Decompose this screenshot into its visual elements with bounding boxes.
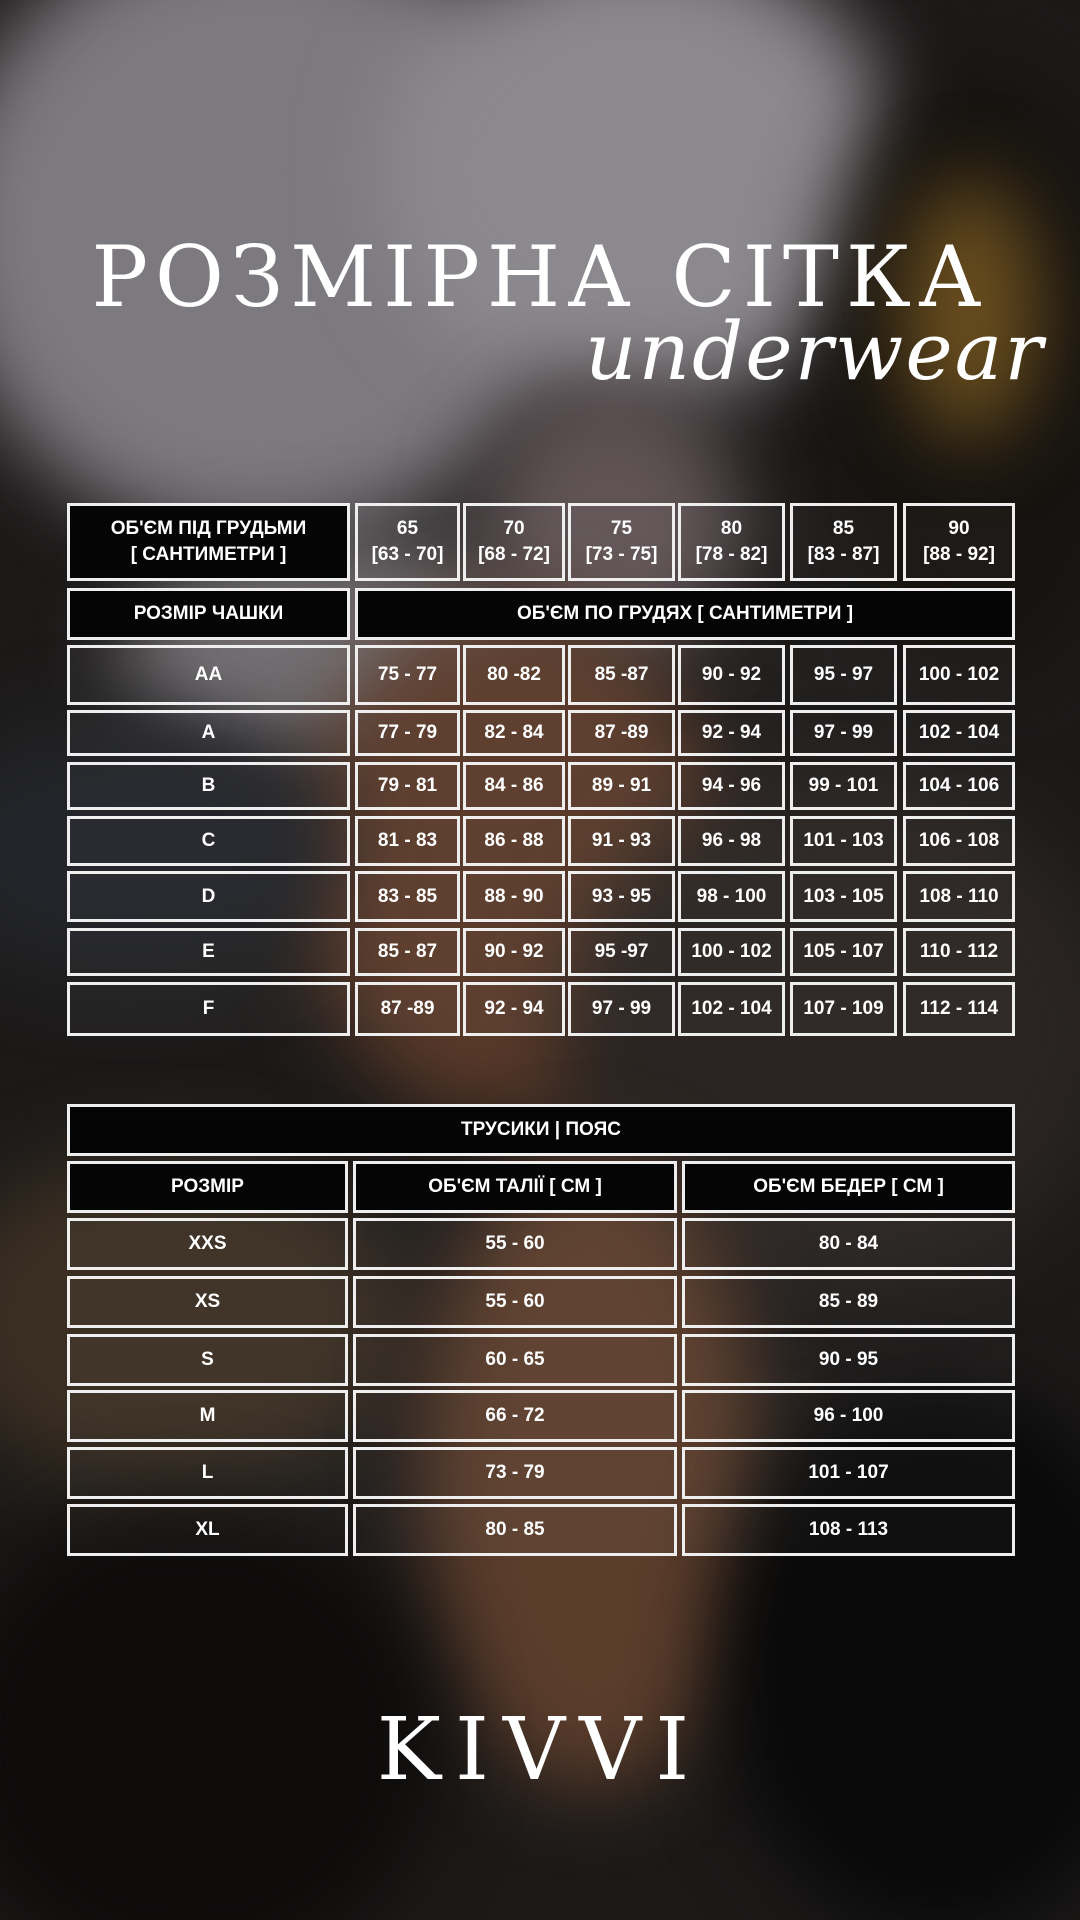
panty-value-cell: 85 - 89 [682, 1276, 1015, 1328]
cup-size-cell: AA [67, 645, 350, 705]
bust-value-cell: 105 - 107 [790, 928, 897, 976]
band-size: 85 [832, 518, 855, 539]
band-size-header [568, 503, 675, 581]
bust-value-cell: 92 - 94 [678, 710, 785, 756]
band-size-header [678, 503, 785, 581]
cup-size-cell: A [67, 710, 350, 756]
band-size: 70 [503, 518, 525, 539]
bust-value-cell: 95 - 97 [790, 645, 897, 705]
bust-value-cell: 84 - 86 [463, 762, 565, 810]
panty-value-cell: XXS [67, 1218, 348, 1270]
bust-value-cell: 99 - 101 [790, 762, 897, 810]
bust-value-cell: 96 - 98 [678, 816, 785, 866]
panty-value-cell: 101 - 107 [682, 1447, 1015, 1499]
band-range: [83 - 87] [807, 544, 880, 565]
panty-value-cell: XL [67, 1504, 348, 1556]
band-size-header [790, 503, 897, 581]
bust-volume-header: ОБ'ЄМ ПО ГРУДЯХ [ САНТИМЕТРИ ] [355, 588, 1015, 640]
bust-value-cell: 92 - 94 [463, 982, 565, 1036]
band-range: [73 - 75] [585, 544, 658, 565]
bust-value-cell: 83 - 85 [355, 871, 460, 922]
panty-value-cell: 80 - 85 [353, 1504, 677, 1556]
band-range: [88 - 92] [923, 544, 995, 565]
panty-value-cell: 96 - 100 [682, 1390, 1015, 1442]
bust-value-cell: 104 - 106 [903, 762, 1015, 810]
band-size-header [355, 503, 460, 581]
bust-value-cell: 95 -97 [568, 928, 675, 976]
panty-value-cell: XS [67, 1276, 348, 1328]
bust-value-cell: 90 - 92 [463, 928, 565, 976]
band-size-header [463, 503, 565, 581]
bust-value-cell: 110 - 112 [903, 928, 1015, 976]
bust-value-cell: 93 - 95 [568, 871, 675, 922]
panty-value-cell: 55 - 60 [353, 1218, 677, 1270]
band-range: [78 - 82] [695, 544, 768, 565]
bust-value-cell: 101 - 103 [790, 816, 897, 866]
bust-value-cell: 102 - 104 [903, 710, 1015, 756]
band-range: [68 - 72] [478, 544, 550, 565]
bust-value-cell: 112 - 114 [903, 982, 1015, 1036]
panty-header-cell: ОБ'ЄМ ТАЛІЇ [ СМ ] [353, 1161, 677, 1213]
underbust-header-line2: [ САНТИМЕТРИ ] [130, 544, 287, 565]
cup-size-cell: D [67, 871, 350, 922]
bust-value-cell: 106 - 108 [903, 816, 1015, 866]
cup-size-cell: E [67, 928, 350, 976]
brand-logo: KIVVI [376, 1700, 704, 1800]
band-size: 65 [396, 518, 419, 539]
bust-value-cell: 80 -82 [463, 645, 565, 705]
bust-value-cell: 77 - 79 [355, 710, 460, 756]
panty-value-cell: 55 - 60 [353, 1276, 677, 1328]
bust-value-cell: 89 - 91 [568, 762, 675, 810]
bust-value-cell: 75 - 77 [355, 645, 460, 705]
panty-value-cell: 80 - 84 [682, 1218, 1015, 1270]
cup-size-header: РОЗМІР ЧАШКИ [67, 588, 350, 640]
bust-value-cell: 97 - 99 [790, 710, 897, 756]
panty-header-cell: РОЗМІР [67, 1161, 348, 1213]
page-title: РОЗМІРНА СІТКА [91, 228, 989, 326]
bust-value-cell: 85 - 87 [355, 928, 460, 976]
bust-value-cell: 91 - 93 [568, 816, 675, 866]
panty-value-cell: M [67, 1390, 348, 1442]
underbust-header-line1: ОБ'ЄМ ПІД ГРУДЬМИ [110, 518, 307, 539]
band-range: [63 - 70] [371, 544, 444, 565]
panty-value-cell: 108 - 113 [682, 1504, 1015, 1556]
panty-table-title: ТРУСИКИ | ПОЯС [67, 1104, 1015, 1156]
bust-value-cell: 81 - 83 [355, 816, 460, 866]
bust-value-cell: 108 - 110 [903, 871, 1015, 922]
panty-value-cell: 73 - 79 [353, 1447, 677, 1499]
underbust-header [67, 503, 350, 581]
bust-value-cell: 86 - 88 [463, 816, 565, 866]
panty-value-cell: 90 - 95 [682, 1334, 1015, 1386]
band-size: 90 [948, 518, 970, 539]
bust-value-cell: 79 - 81 [355, 762, 460, 810]
band-size-header [903, 503, 1015, 581]
cup-size-cell: B [67, 762, 350, 810]
panty-value-cell: L [67, 1447, 348, 1499]
panty-value-cell: S [67, 1334, 348, 1386]
panty-header-cell: ОБ'ЄМ БЕДЕР [ СМ ] [682, 1161, 1015, 1213]
bust-value-cell: 90 - 92 [678, 645, 785, 705]
bust-value-cell: 87 -89 [355, 982, 460, 1036]
band-size: 75 [610, 518, 633, 539]
page-subtitle: underwear [585, 305, 1045, 398]
bust-value-cell: 87 -89 [568, 710, 675, 756]
bust-value-cell: 94 - 96 [678, 762, 785, 810]
bust-value-cell: 98 - 100 [678, 871, 785, 922]
panty-value-cell: 60 - 65 [353, 1334, 677, 1386]
band-size: 80 [720, 518, 743, 539]
bust-value-cell: 100 - 102 [903, 645, 1015, 705]
bust-value-cell: 85 -87 [568, 645, 675, 705]
bust-value-cell: 88 - 90 [463, 871, 565, 922]
bust-value-cell: 82 - 84 [463, 710, 565, 756]
bust-value-cell: 107 - 109 [790, 982, 897, 1036]
cup-size-cell: F [67, 982, 350, 1036]
bust-value-cell: 97 - 99 [568, 982, 675, 1036]
bust-value-cell: 100 - 102 [678, 928, 785, 976]
bust-value-cell: 103 - 105 [790, 871, 897, 922]
bust-value-cell: 102 - 104 [678, 982, 785, 1036]
cup-size-cell: C [67, 816, 350, 866]
panty-value-cell: 66 - 72 [353, 1390, 677, 1442]
